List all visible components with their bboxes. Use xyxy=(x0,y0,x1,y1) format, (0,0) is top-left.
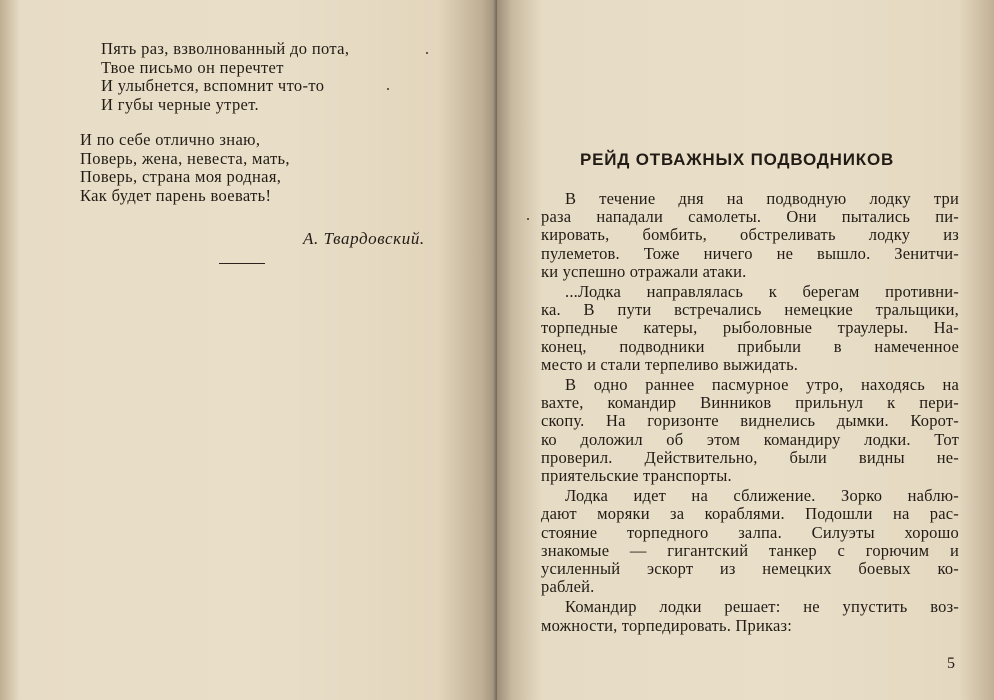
text-line: кировать, бомбить, обстреливать лодку из xyxy=(541,225,959,245)
text-line: пулеметов. Тоже ничего не вышло. Зенитчи- xyxy=(541,243,959,263)
text-line: стояние торпедного залпа. Силуэты хорошо xyxy=(541,522,959,542)
article-paragraph xyxy=(541,376,959,485)
poem-stanza-2 xyxy=(80,131,290,205)
text-line: конец, подводники прибыли в намеченное xyxy=(541,336,959,356)
poem-line: Как будет парень воевать! xyxy=(80,185,272,205)
text-line: можности, торпедировать. Приказ: xyxy=(541,615,792,635)
text-line: знакомые — гигантский танкер с горючим и xyxy=(541,540,959,560)
text-line: раза нападали самолеты. Они пытались пи- xyxy=(541,207,959,227)
text-line: ...Лодка направлялась к берегам противни- xyxy=(565,282,959,302)
article-paragraph xyxy=(541,283,959,374)
article-paragraph xyxy=(541,190,959,281)
paper-speck xyxy=(426,52,428,54)
text-line: Лодка идет на сближение. Зорко наблю- xyxy=(565,486,959,506)
text-line: торпедные катеры, рыболовные траулеры. На- xyxy=(541,318,959,338)
poem-stanza-1 xyxy=(101,40,349,114)
text-line: скопу. На горизонте виднелись дымки. Корот- xyxy=(541,411,959,431)
poem-line: Поверь, страна моя родная, xyxy=(80,167,282,186)
text-line: В одно раннее пасмурное утро, находясь на xyxy=(565,375,959,395)
text-line: ка. В пути встречались немецкие тральщики, xyxy=(541,300,959,320)
text-line: приятельские транспорты. xyxy=(541,466,732,486)
text-line: Командир лодки решает: не упустить воз- xyxy=(565,597,959,617)
article-paragraph xyxy=(541,598,959,634)
section-divider xyxy=(219,263,265,264)
text-line: усиленный эскорт из немецких боевых ко- xyxy=(541,559,959,579)
text-line: вахте, командир Винников прильнул к пери- xyxy=(541,393,959,413)
poem-signature: А. Твардовский. xyxy=(303,229,425,248)
text-line: ко доложил об этом командиру лодки. Тот xyxy=(541,429,959,449)
paper-speck xyxy=(527,218,529,220)
text-line: проверил. Действительно, были видны не- xyxy=(541,447,959,467)
paper-speck xyxy=(387,88,389,90)
poem-line: И по себе отлично знаю, xyxy=(80,130,261,149)
text-line: ки успешно отражали атаки. xyxy=(541,261,747,281)
page-number: 5 xyxy=(947,655,955,672)
text-line: место и стали терпеливо выжидать. xyxy=(541,354,799,374)
text-line: дают моряки за кораблями. Подошли на рас- xyxy=(541,504,959,524)
article-body xyxy=(541,190,959,637)
text-line: раблей. xyxy=(541,577,595,597)
poem-line: Пять раз, взволнованный до пота, xyxy=(101,39,350,58)
poem-line: И губы черные утрет. xyxy=(101,94,260,114)
text-line: В течение дня на подводную лодку три xyxy=(565,189,959,208)
article-paragraph xyxy=(541,487,959,596)
poem-line: Поверь, жена, невеста, мать, xyxy=(80,148,290,168)
article-title: РЕЙД ОТВАЖНЫХ ПОДВОДНИКОВ xyxy=(580,150,895,169)
poem-line: Твое письмо он перечтет xyxy=(101,57,284,77)
poem-line: И улыбнется, вспомнит что-то xyxy=(101,76,325,95)
